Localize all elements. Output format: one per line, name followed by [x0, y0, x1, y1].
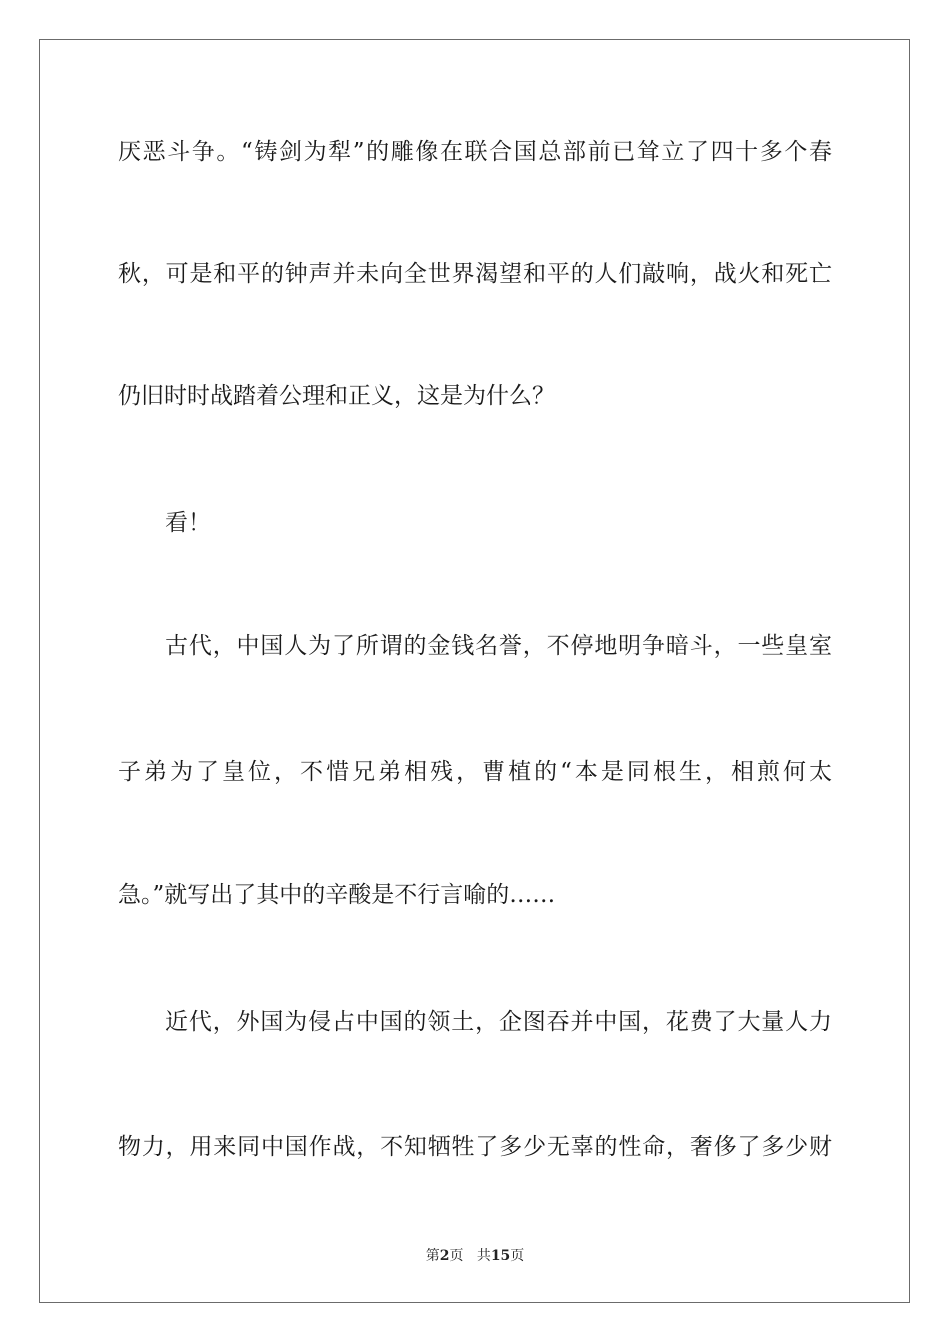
text-line: 看！ [165, 510, 211, 536]
text-line: 子弟为了皇位，不惜兄弟相残，曹植的“本是同根生，相煎何太 [118, 759, 832, 785]
page-number: 2 [439, 1248, 450, 1264]
page-footer [0, 1247, 950, 1265]
page-border [39, 39, 910, 1303]
total-suffix: 页 [510, 1248, 525, 1264]
text-line: 近代，外国为侵占中国的领土，企图吞并中国，花费了大量人力 [165, 1009, 832, 1035]
total-prefix: 共 [476, 1248, 491, 1264]
page-prefix: 第 [425, 1248, 440, 1264]
text-line: 古代，中国人为了所谓的金钱名誉，不停地明争暗斗，一些皇室 [165, 633, 832, 659]
text-line: 秋，可是和平的钟声并未向全世界渴望和平的人们敲响，战火和死亡 [118, 261, 832, 287]
text-line: 物力，用来同中国作战，不知牺牲了多少无辜的性命，奢侈了多少财 [118, 1134, 832, 1160]
text-line: 厌恶斗争。“铸剑为犁”的雕像在联合国总部前已耸立了四十多个春 [118, 139, 832, 165]
text-line: 仍旧时时战踏着公理和正义，这是为什么？ [118, 383, 555, 409]
page-suffix: 页 [449, 1248, 464, 1264]
text-line: 急。”就写出了其中的辛酸是不行言喻的…… [118, 882, 556, 908]
total-pages: 15 [490, 1248, 511, 1264]
